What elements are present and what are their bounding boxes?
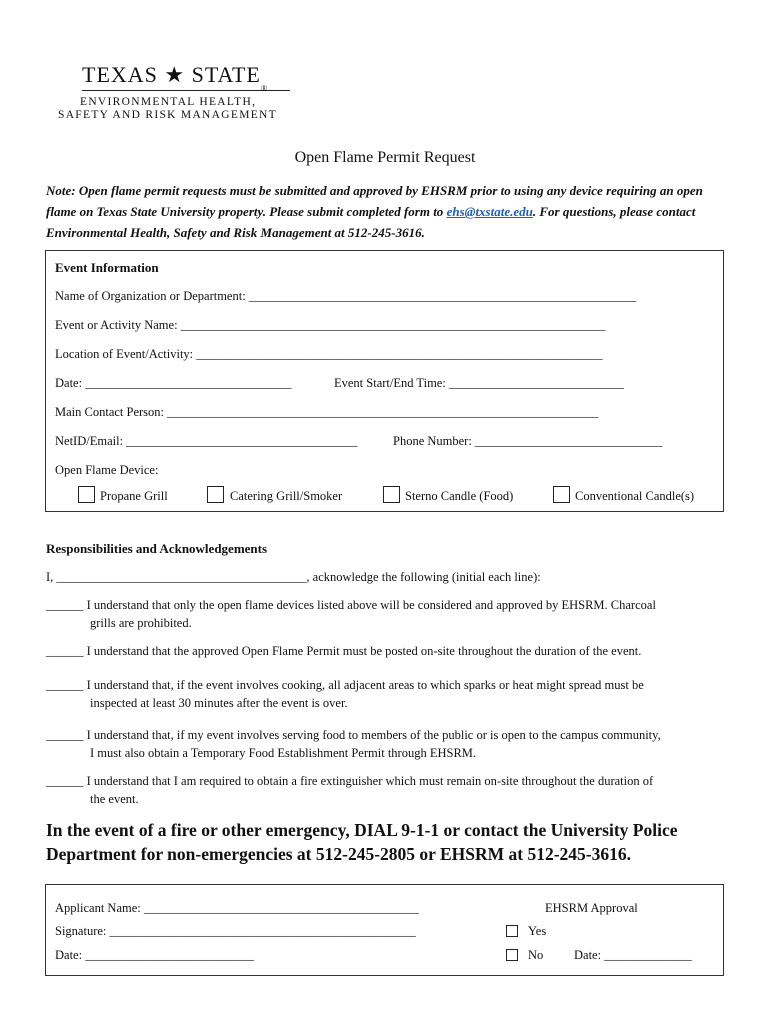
logo-divider <box>82 90 290 91</box>
ehs-email-link[interactable]: ehs@txstate.edu <box>446 204 533 219</box>
sterno-candle-checkbox[interactable] <box>383 486 400 503</box>
logo-subtitle-line2: SAFETY AND RISK MANAGEMENT <box>58 109 277 121</box>
main-contact-field[interactable]: Main Contact Person: _____________________________________________________________________ <box>55 405 599 419</box>
acknowledgement-item[interactable]: ______ I understand that, if my event involves serving food to members of the public or is open to the campus community, I must also obtain a Temporary Food Establishment Permit through EHSRM. <box>46 728 661 760</box>
organization-field[interactable]: Name of Organization or Department: ______________________________________________________________ <box>55 289 637 303</box>
logo-subtitle-line1: ENVIRONMENTAL HEALTH, <box>80 96 257 108</box>
catering-grill-checkbox[interactable] <box>207 486 224 503</box>
acknowledgement-item[interactable]: ______ I understand that, if the event involves cooking, all adjacent areas to which sparks or heat might spread must be inspected at least 30 minutes after the event is over. <box>46 678 644 710</box>
note-questions: For questions, please contact Environmental Health, Safety and Risk Management at 512-245-3616. <box>46 204 696 240</box>
signature-field[interactable]: Signature: _________________________________________________ <box>55 924 416 938</box>
approval-no-checkbox[interactable] <box>506 949 518 961</box>
acknowledgement-item[interactable]: ______ I understand that the approved Open Flame Permit must be posted on-site throughout the duration of the event. <box>46 644 642 658</box>
open-flame-device-label: Open Flame Device: <box>55 463 159 477</box>
logo-registered-mark: ® <box>261 84 268 93</box>
applicant-approval-section <box>45 884 724 976</box>
event-information-heading: Event Information <box>55 260 159 275</box>
event-name-field[interactable]: Event or Activity Name: ____________________________________________________________________ <box>55 318 606 332</box>
submission-note <box>46 180 736 243</box>
note-period: . <box>532 204 537 219</box>
event-location-field[interactable]: Location of Event/Activity: _________________________________________________________________ <box>55 347 603 361</box>
acknowledgement-item[interactable]: ______ I understand that I am required to obtain a fire extinguisher which must remain on-site throughout the duration of the event. <box>46 774 654 806</box>
applicant-name-field[interactable]: Applicant Name: ____________________________________________ <box>55 901 419 915</box>
catering-grill-label: Catering Grill/Smoker <box>230 489 343 503</box>
conventional-candle-checkbox[interactable] <box>553 486 570 503</box>
note-text: Note: Open flame permit requests must be submitted and approved by EHSRM prior to using any device requiring an open flame on Texas State University property. Please submit completed form to <box>46 183 703 219</box>
emergency-notice: In the event of a fire or other emergency, DIAL 9-1-1 or contact the University Police Department for non-emergencies at 512-245-2805 or EHSRM at 512-245-3616. <box>46 820 678 864</box>
propane-grill-checkbox[interactable] <box>78 486 95 503</box>
propane-grill-label: Propane Grill <box>100 489 168 503</box>
approval-yes-checkbox[interactable] <box>506 925 518 937</box>
approval-yes-label: Yes <box>528 924 547 938</box>
responsibilities-heading: Responsibilities and Acknowledgements <box>46 541 268 556</box>
acknowledge-intro-field[interactable]: I, ________________________________________, acknowledge the following (initial each line): <box>46 570 541 584</box>
page-title: Open Flame Permit Request <box>294 149 476 166</box>
netid-email-field[interactable]: NetID/Email: _____________________________________ <box>55 434 358 448</box>
event-date-field[interactable]: Date: _________________________________ <box>55 376 292 390</box>
sterno-candle-label: Sterno Candle (Food) <box>405 489 514 503</box>
phone-number-field[interactable]: Phone Number: ______________________________ <box>393 434 663 448</box>
logo-wordmark: TEXAS ★ STATE <box>82 62 261 87</box>
event-start-end-time-field[interactable]: Event Start/End Time: ____________________________ <box>334 376 624 390</box>
conventional-candle-label: Conventional Candle(s) <box>575 489 695 503</box>
approval-date-field[interactable]: Date: ______________ <box>574 948 692 962</box>
acknowledgement-item[interactable]: ______ I understand that only the open flame devices listed above will be considered and approved by EHSRM. Charcoal grills are prohibited. <box>46 598 656 630</box>
applicant-date-field[interactable]: Date: ___________________________ <box>55 948 254 962</box>
event-information-section <box>45 250 724 512</box>
approval-no-label: No <box>528 948 544 962</box>
ehsrm-approval-heading: EHSRM Approval <box>545 901 638 915</box>
texas-state-logo <box>52 60 292 130</box>
